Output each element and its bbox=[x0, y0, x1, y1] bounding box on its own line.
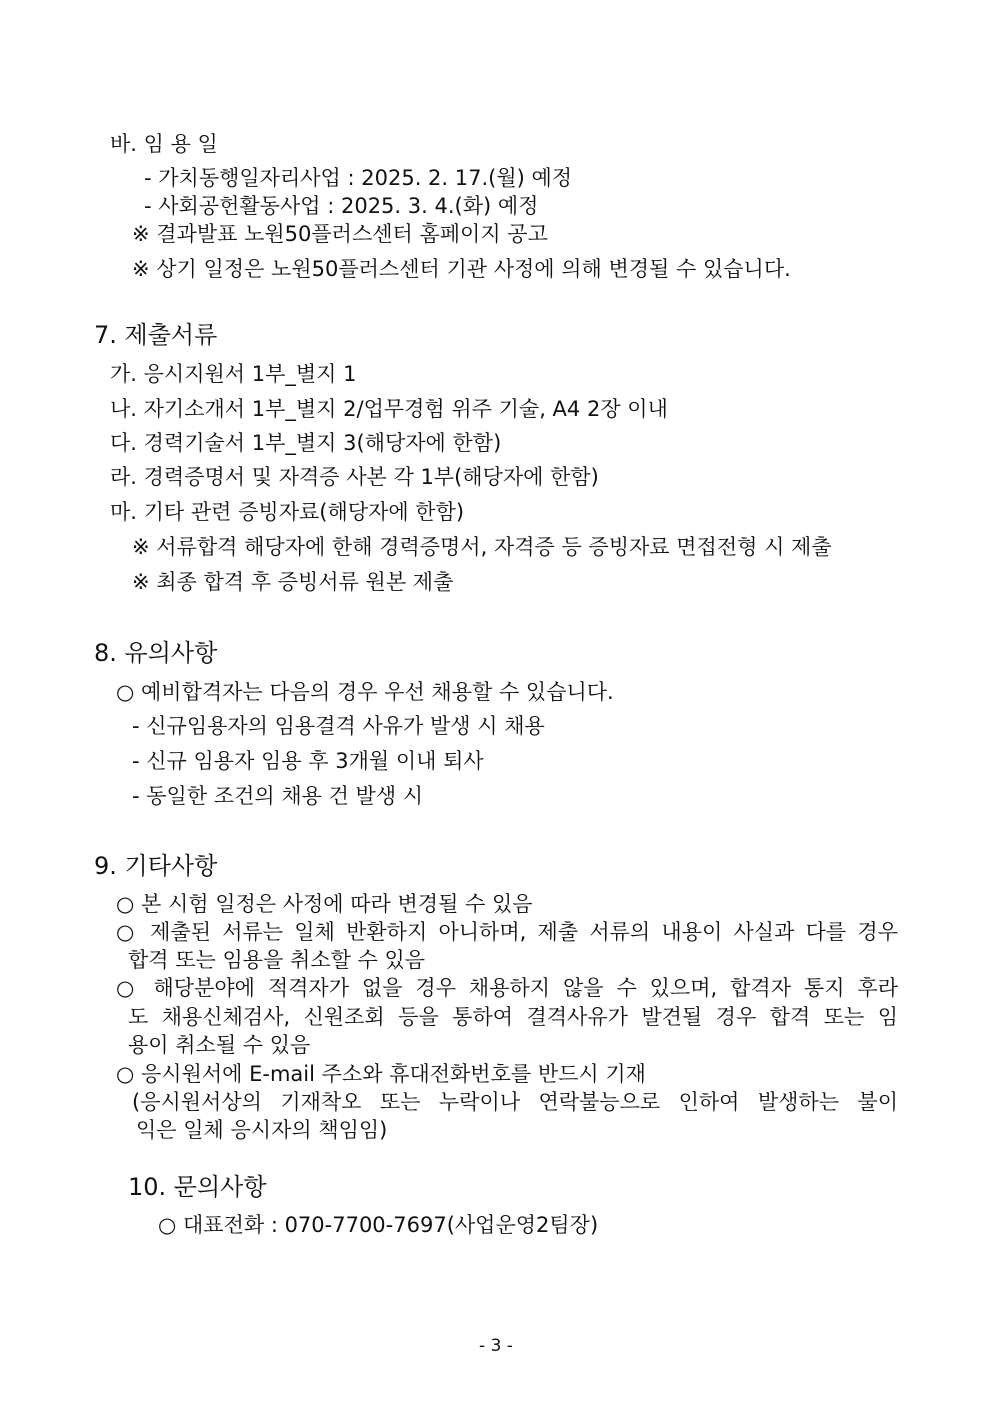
reserve-candidate-item: - 신규임용자의 임용결격 사유가 발생 시 채용 bbox=[132, 714, 545, 738]
misc-bullet-2 bbox=[116, 919, 898, 945]
misc-bullet-2-cont: 합격 또는 임용을 취소할 수 있음 bbox=[128, 948, 426, 972]
misc-bullet-4-note bbox=[132, 1089, 898, 1115]
document-item: 가. 응시지원서 1부_별지 1 bbox=[110, 362, 357, 386]
document-item: 라. 경력증명서 및 자격증 사본 각 1부(해당자에 한함) bbox=[110, 465, 599, 489]
appointment-date-item-2: - 사회공헌활동사업 : 2025. 3. 4.(화) 예정 bbox=[144, 194, 539, 218]
misc-bullet-4-note-cont: 익은 일체 응시자의 책임임) bbox=[136, 1118, 388, 1142]
document-note: ※ 최종 합격 후 증빙서류 원본 제출 bbox=[132, 570, 454, 594]
misc-bullet-3-cont bbox=[128, 1004, 898, 1030]
misc-bullet-1: ○ 본 시험 일정은 사정에 따라 변경될 수 있음 bbox=[116, 892, 533, 916]
section-10-heading: 10. 문의사항 bbox=[128, 1173, 267, 1201]
misc-bullet-2-line: ○ 제출된 서류는 일체 반환하지 아니하며, 제출 서류의 내용이 사실과 다를 경우 bbox=[116, 920, 898, 944]
appointment-note-2: ※ 상기 일정은 노원50플러스센터 기관 사정에 의해 변경될 수 있습니다. bbox=[132, 257, 791, 281]
contact-phone: ○ 대표전화 : 070-7700-7697(사업운영2팀장) bbox=[158, 1213, 599, 1237]
appointment-note-1: ※ 결과발표 노원50플러스센터 홈페이지 공고 bbox=[132, 222, 548, 246]
misc-bullet-3-line: ○ 해당분야에 적격자가 없을 경우 채용하지 않을 수 있으며, 합격자 통지 후라 bbox=[116, 976, 898, 1000]
appointment-date-title: 바. 임 용 일 bbox=[110, 132, 218, 156]
reserve-candidate-item: - 동일한 조건의 채용 건 발생 시 bbox=[132, 784, 424, 808]
misc-bullet-4: ○ 응시원서에 E-mail 주소와 휴대전화번호를 반드시 기재 bbox=[116, 1062, 646, 1086]
section-8-heading: 8. 유의사항 bbox=[94, 639, 218, 667]
document-item: 나. 자기소개서 1부_별지 2/업무경험 위주 기술, A4 2장 이내 bbox=[110, 397, 668, 421]
document-note: ※ 서류합격 해당자에 한해 경력증명서, 자격증 등 증빙자료 면접전형 시 제출 bbox=[132, 535, 832, 559]
reserve-candidate-intro: ○ 예비합격자는 다음의 경우 우선 채용할 수 있습니다. bbox=[116, 680, 614, 704]
misc-bullet-4-note-line: (응시원서상의 기재착오 또는 누락이나 연락불능으로 인하여 발생하는 불이 bbox=[132, 1090, 898, 1114]
misc-bullet-3 bbox=[116, 975, 898, 1001]
page-number: - 3 - bbox=[479, 1336, 513, 1356]
reserve-candidate-item: - 신규 임용자 임용 후 3개월 이내 퇴사 bbox=[132, 749, 484, 773]
section-9-heading: 9. 기타사항 bbox=[94, 852, 218, 880]
misc-bullet-3-cont-2: 용이 취소될 수 있음 bbox=[128, 1033, 311, 1057]
section-7-heading: 7. 제출서류 bbox=[94, 321, 218, 349]
misc-bullet-3-line: 도 채용신체검사, 신원조회 등을 통하여 결격사유가 발견될 경우 합격 또는 임 bbox=[128, 1005, 898, 1029]
document-item: 다. 경력기술서 1부_별지 3(해당자에 한함) bbox=[110, 431, 502, 455]
appointment-date-item-1: - 가치동행일자리사업 : 2025. 2. 17.(월) 예정 bbox=[144, 166, 573, 190]
document-item: 마. 기타 관련 증빙자료(해당자에 한함) bbox=[110, 500, 465, 524]
